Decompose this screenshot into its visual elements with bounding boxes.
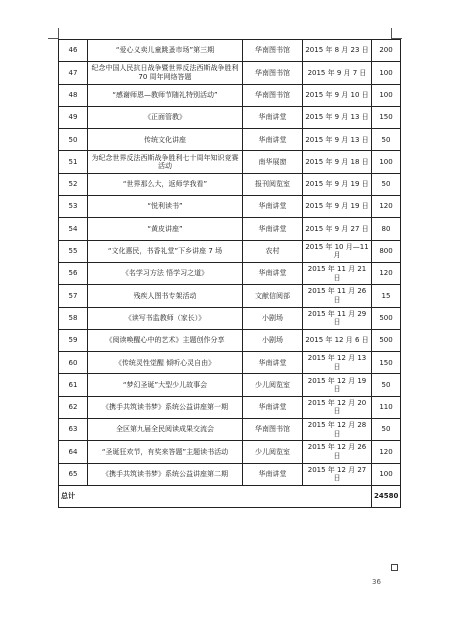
amount: 50 xyxy=(372,419,401,441)
amount: 150 xyxy=(372,352,401,374)
activity-name: 全区第九届全民阅读成果交流会 xyxy=(88,419,243,441)
activity-name: 《传统灵性觉醒 倾听心灵自由》 xyxy=(88,352,243,374)
amount: 15 xyxy=(372,285,401,307)
row-number: 62 xyxy=(59,396,88,418)
amount: 50 xyxy=(372,173,401,195)
table-row xyxy=(59,40,401,62)
row-number: 61 xyxy=(59,374,88,396)
amount: 500 xyxy=(372,307,401,329)
row-number: 59 xyxy=(59,329,88,351)
activity-name: “爱心义卖儿童跳蚤市场”第三期 xyxy=(88,40,243,62)
activity-name: “文化惠民，书香礼堂”下乡讲座 7 场 xyxy=(88,240,243,262)
venue: 华南讲堂 xyxy=(243,463,303,485)
activity-name: 《携手共筑读书梦》系统公益讲座第二期 xyxy=(88,463,243,485)
total-row xyxy=(59,485,401,507)
amount: 800 xyxy=(372,240,401,262)
activity-date: 2015 年 9 月 13 日 xyxy=(303,106,372,128)
venue: 华南讲堂 xyxy=(243,106,303,128)
venue: 华南讲堂 xyxy=(243,218,303,240)
table-row xyxy=(59,396,401,418)
activity-name: 《名学习方法 悟学习之道》 xyxy=(88,262,243,284)
activity-date: 2015 年 12 月 26 日 xyxy=(303,441,372,463)
row-number: 63 xyxy=(59,419,88,441)
row-number: 48 xyxy=(59,84,88,106)
total-amount: 24580 xyxy=(372,485,401,507)
activity-date: 2015 年 12 月 20 日 xyxy=(303,396,372,418)
table-row xyxy=(59,129,401,151)
row-number: 51 xyxy=(59,151,88,173)
venue: 文献信阅部 xyxy=(243,285,303,307)
table-row xyxy=(59,84,401,106)
row-number: 55 xyxy=(59,240,88,262)
amount: 150 xyxy=(372,106,401,128)
table-row xyxy=(59,62,401,84)
amount: 100 xyxy=(372,151,401,173)
venue: 华南讲堂 xyxy=(243,262,303,284)
table-row xyxy=(59,151,401,173)
activity-name: 残疾人图书专架活动 xyxy=(88,285,243,307)
activity-date: 2015 年 10 月—11 月 xyxy=(303,240,372,262)
activity-name: 传统文化讲座 xyxy=(88,129,243,151)
row-number: 53 xyxy=(59,196,88,218)
amount: 100 xyxy=(372,84,401,106)
venue: 华南讲堂 xyxy=(243,396,303,418)
table-row xyxy=(59,106,401,128)
table-row xyxy=(59,240,401,262)
activity-name: “圣诞狂欢节，有奖来答题”主题读书活动 xyxy=(88,441,243,463)
activity-name: 《读写书监教师（家长）》 xyxy=(88,307,243,329)
amount: 110 xyxy=(372,396,401,418)
activity-date: 2015 年 12 月 13 日 xyxy=(303,352,372,374)
venue: 小剧场 xyxy=(243,307,303,329)
total-label: 总计 xyxy=(59,485,372,507)
activity-date: 2015 年 12 月 28 日 xyxy=(303,419,372,441)
activity-date: 2015 年 9 月 10 日 xyxy=(303,84,372,106)
table-row xyxy=(59,463,401,485)
table-row xyxy=(59,374,401,396)
venue: 华南图书馆 xyxy=(243,419,303,441)
table-row xyxy=(59,419,401,441)
activity-date: 2015 年 11 月 29 日 xyxy=(303,307,372,329)
venue: 小剧场 xyxy=(243,329,303,351)
table-row xyxy=(59,262,401,284)
activity-name: “感谢师恩—教师节随礼特别活动” xyxy=(88,84,243,106)
row-number: 46 xyxy=(59,40,88,62)
activity-date: 2015 年 11 月 21 日 xyxy=(303,262,372,284)
activity-date: 2015 年 9 月 19 日 xyxy=(303,196,372,218)
amount: 500 xyxy=(372,329,401,351)
amount: 50 xyxy=(372,374,401,396)
activity-date: 2015 年 12 月 27 日 xyxy=(303,463,372,485)
venue: 少儿阅览室 xyxy=(243,441,303,463)
activity-date: 2015 年 9 月 18 日 xyxy=(303,151,372,173)
activity-date: 2015 年 11 月 26 日 xyxy=(303,285,372,307)
activity-date: 2015 年 9 月 19 日 xyxy=(303,173,372,195)
activity-name: “梦幻圣诞”大型少儿故事会 xyxy=(88,374,243,396)
amount: 50 xyxy=(372,129,401,151)
row-number: 54 xyxy=(59,218,88,240)
venue: 南华展窗 xyxy=(243,151,303,173)
activity-date: 2015 年 12 月 19 日 xyxy=(303,374,372,396)
activity-name: “悦利读书” xyxy=(88,196,243,218)
activity-date: 2015 年 12 月 6 日 xyxy=(303,329,372,351)
amount: 80 xyxy=(372,218,401,240)
venue: 华南讲堂 xyxy=(243,129,303,151)
row-number: 47 xyxy=(59,62,88,84)
page-number: 36 xyxy=(372,578,381,586)
row-number: 58 xyxy=(59,307,88,329)
table-row xyxy=(59,441,401,463)
venue: 华南图书馆 xyxy=(243,40,303,62)
activity-date: 2015 年 9 月 27 日 xyxy=(303,218,372,240)
activity-name: “黄皮讲座” xyxy=(88,218,243,240)
row-number: 49 xyxy=(59,106,88,128)
row-number: 52 xyxy=(59,173,88,195)
activity-name: “世界那么大，返师学我看” xyxy=(88,173,243,195)
activity-name: 《携手共筑读书梦》系统公益讲座第一期 xyxy=(88,396,243,418)
venue: 华南讲堂 xyxy=(243,196,303,218)
corner-mark xyxy=(391,564,398,571)
row-number: 57 xyxy=(59,285,88,307)
row-number: 64 xyxy=(59,441,88,463)
venue: 华南讲堂 xyxy=(243,352,303,374)
activity-table xyxy=(58,39,401,508)
venue: 少儿阅览室 xyxy=(243,374,303,396)
table-row xyxy=(59,173,401,195)
activity-date: 2015 年 9 月 13 日 xyxy=(303,129,372,151)
row-number: 65 xyxy=(59,463,88,485)
crop-mark-top-right xyxy=(391,28,402,39)
activity-name: 为纪念世界反法西斯战争胜利七十周年知识竞赛活动 xyxy=(88,151,243,173)
activity-date: 2015 年 8 月 23 日 xyxy=(303,40,372,62)
row-number: 60 xyxy=(59,352,88,374)
row-number: 50 xyxy=(59,129,88,151)
amount: 120 xyxy=(372,196,401,218)
activity-name: 《阅读唤醒心中的艺术》主题创作分享 xyxy=(88,329,243,351)
activity-date: 2015 年 9 月 7 日 xyxy=(303,62,372,84)
venue: 华南图书馆 xyxy=(243,84,303,106)
venue: 华南图书馆 xyxy=(243,62,303,84)
amount: 100 xyxy=(372,62,401,84)
table-row xyxy=(59,218,401,240)
row-number: 56 xyxy=(59,262,88,284)
venue: 农村 xyxy=(243,240,303,262)
amount: 120 xyxy=(372,441,401,463)
table-row xyxy=(59,196,401,218)
amount: 120 xyxy=(372,262,401,284)
activity-name: 《正面管教》 xyxy=(88,106,243,128)
crop-mark-top-left xyxy=(48,28,59,39)
amount: 100 xyxy=(372,463,401,485)
amount: 200 xyxy=(372,40,401,62)
activity-name: 纪念中国人民抗日战争暨世界反法西斯战争胜利 70 周年网络答题 xyxy=(88,62,243,84)
table-row xyxy=(59,329,401,351)
table-row xyxy=(59,307,401,329)
table-row xyxy=(59,352,401,374)
venue: 报刊阅览室 xyxy=(243,173,303,195)
table-row xyxy=(59,285,401,307)
